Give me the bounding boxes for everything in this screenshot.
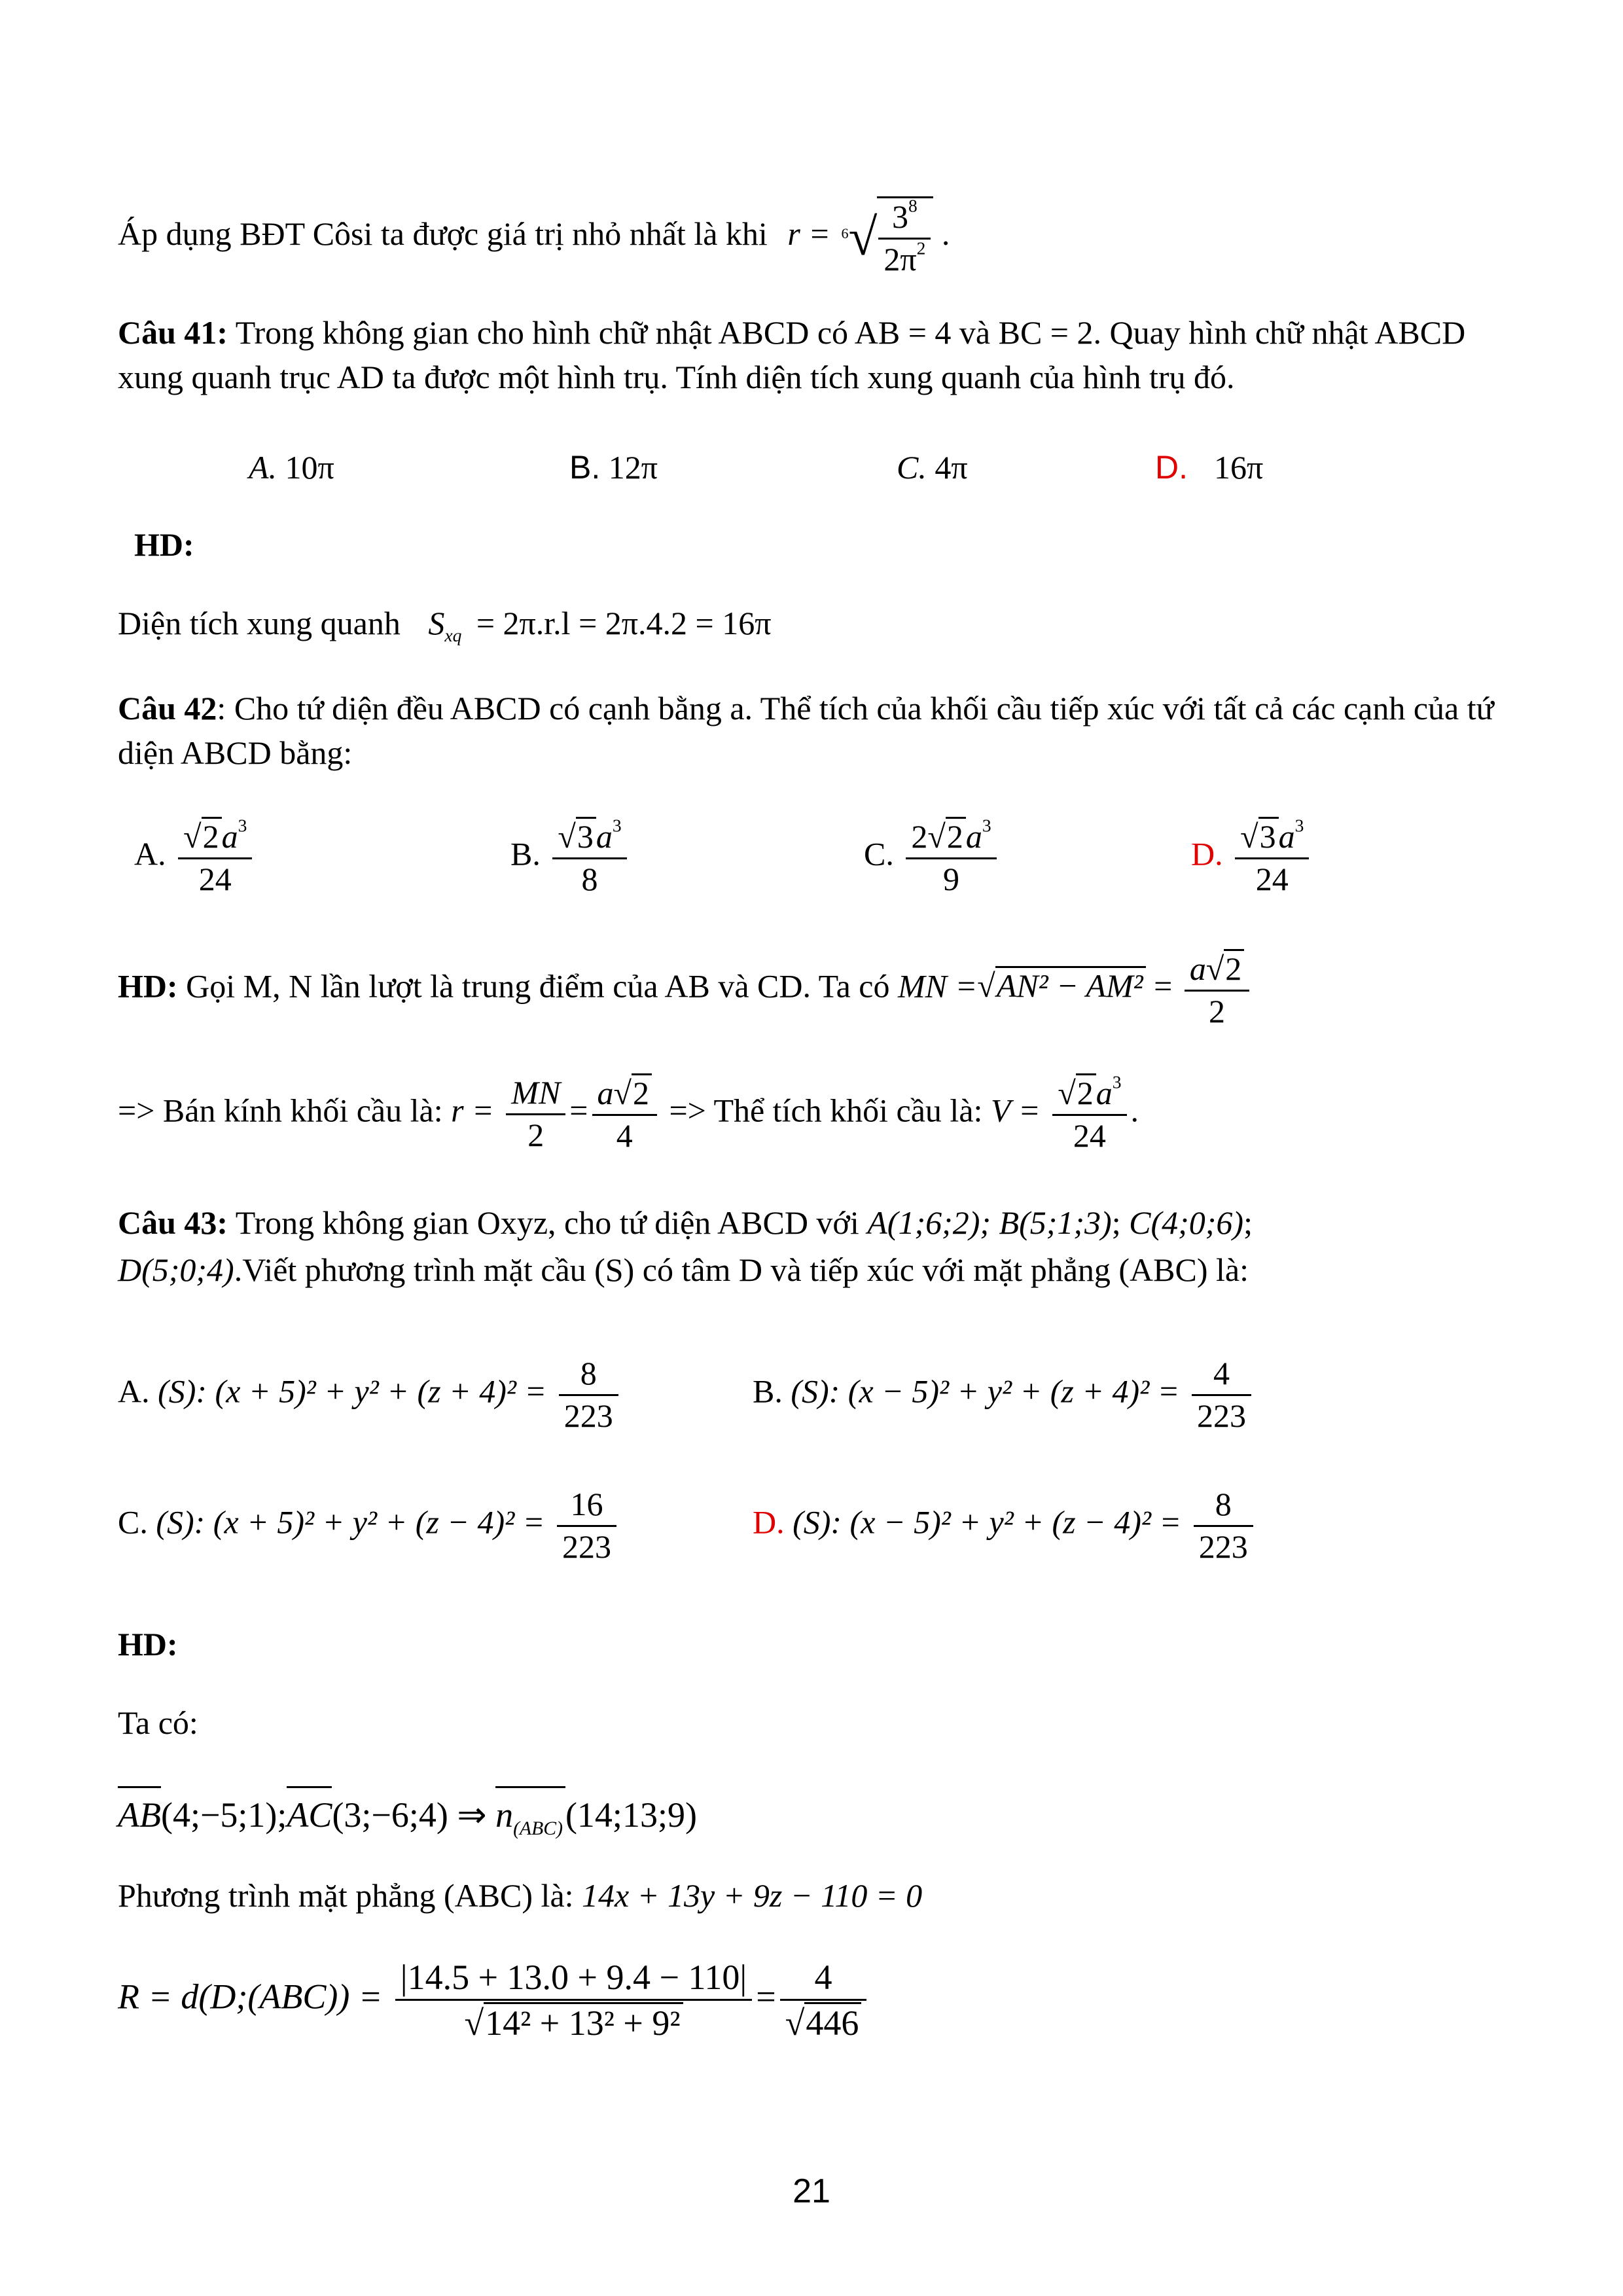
question-43: Câu 43: Trong không gian Oxyz, cho tứ diện ABCD với A(1;6;2); B(5;1;3); C(4;0;6); D(5;0;4).Viết phương trình mặt cầu (S) có tâm D và tiếp xúc với mặt phẳng (ABC) là: bbox=[118, 1204, 1253, 1288]
q43-option-c[interactable]: C. (S): (x + 5)² + y² + (z − 4)² = $\frac{16}{223}$ bbox=[118, 1486, 620, 1566]
question-43-label: Câu 43: bbox=[118, 1204, 228, 1241]
vector-ab: AB bbox=[118, 1784, 161, 1837]
q43-vectors: AB(4;−5;1);AC(3;−6;4) ⇒ $n_{(ABC)}(14;13;9)$ bbox=[118, 1784, 1538, 1837]
q43-option-b[interactable]: B. (S): (x − 5)² + y² + (z + 4)² = $\frac{4}{223}$ bbox=[753, 1355, 1255, 1435]
q42-hd-solution-1: HD: Gọi M, N lần lượt là trung điểm của AB và CD. Ta có MN =√ AN² − AM² = $\frac{a√ 2}{2}$ bbox=[118, 949, 1538, 1030]
q41-option-d[interactable]: D. 16π bbox=[1155, 449, 1264, 486]
q41-option-a[interactable]: A. 10π bbox=[249, 449, 334, 486]
intro-radicand: $\frac{3^8}{2\pi^2}$ bbox=[877, 196, 933, 278]
vector-ac: AC bbox=[287, 1784, 332, 1837]
page-number: 21 bbox=[793, 2172, 830, 2210]
vector-n-abc: $n_{(ABC)}$ bbox=[495, 1784, 565, 1837]
sixth-root-sign bbox=[849, 209, 878, 266]
q42-option-d[interactable]: D. √ $\frac{3a^3}{24}$ bbox=[1191, 817, 1313, 898]
q41-hd-solution: Diện tích xung quanh $S_{xq} = 2\pi.r.l = 2\pi.4.2 = 16\pi$ bbox=[118, 605, 772, 645]
question-42-options bbox=[118, 817, 1538, 908]
q42-hd-solution-2: => Bán kính khối cầu là: r = $\frac{MN}{2}$ = $\frac{a√ 2}{4}$ => Thể tích khối cầu là: V = √ $\frac{2a^3}{24}$ . bbox=[118, 1073, 1538, 1155]
q42-option-a[interactable]: A. √ $\frac{2a^3}{24}$ bbox=[134, 817, 256, 898]
q43-option-d[interactable]: D. (S): (x − 5)² + y² + (z − 4)² = $\frac{8}{223}$ bbox=[753, 1486, 1257, 1566]
q42-option-c[interactable]: C. $\frac{2√ 2a^3}{9}$ bbox=[864, 817, 1001, 898]
question-41-text: Trong không gian cho hình chữ nhật ABCD có AB = 4 và BC = 2. Quay hình chữ nhật ABCD xung quanh trục AD ta được một hình trụ. Tính diện tích xung quanh của hình trụ đó. bbox=[118, 314, 1466, 395]
question-41-options bbox=[118, 445, 1538, 491]
q42-option-b[interactable]: B. √ $\frac{3a^3}{8}$ bbox=[510, 817, 631, 898]
q43-taco: Ta có: bbox=[118, 1704, 198, 1741]
q43-option-a[interactable]: A. (S): (x + 5)² + y² + (z + 4)² = $\frac{8}{223}$ bbox=[118, 1355, 622, 1435]
q41-option-b[interactable]: B. 12π bbox=[569, 449, 658, 486]
question-41 bbox=[118, 310, 1538, 399]
q43-distance: R = d(D;(ABC)) = |14.5 + 13.0 + 9.4 − 110| √ 14² + 13² + 9² = 4 √ 446 bbox=[118, 1957, 1538, 2043]
q43-hd-label: HD: bbox=[118, 1626, 178, 1662]
q41-hd-label: HD: bbox=[134, 526, 194, 563]
question-43-options bbox=[118, 1355, 1538, 1565]
question-42 bbox=[118, 686, 1538, 775]
question-42-text: : Cho tứ diện đều ABCD có cạnh bằng a. Thể tích của khối cầu tiếp xúc với tất cả các cạnh của tứ diện ABCD bằng: bbox=[118, 690, 1494, 771]
question-42-label: Câu 42 bbox=[118, 690, 217, 726]
intro-line: Áp dụng BĐT Côsi ta được giá trị nhỏ nhất là khi r = $^6$√ $\frac{3^8}{2\pi^2}$ . bbox=[118, 196, 1538, 278]
q41-option-c[interactable]: C. 4π bbox=[897, 449, 968, 486]
q43-plane-equation: Phương trình mặt phẳng (ABC) là: 14x + 13y + 9z − 110 = 0 bbox=[118, 1877, 923, 1914]
question-41-label: Câu 41: bbox=[118, 314, 228, 351]
